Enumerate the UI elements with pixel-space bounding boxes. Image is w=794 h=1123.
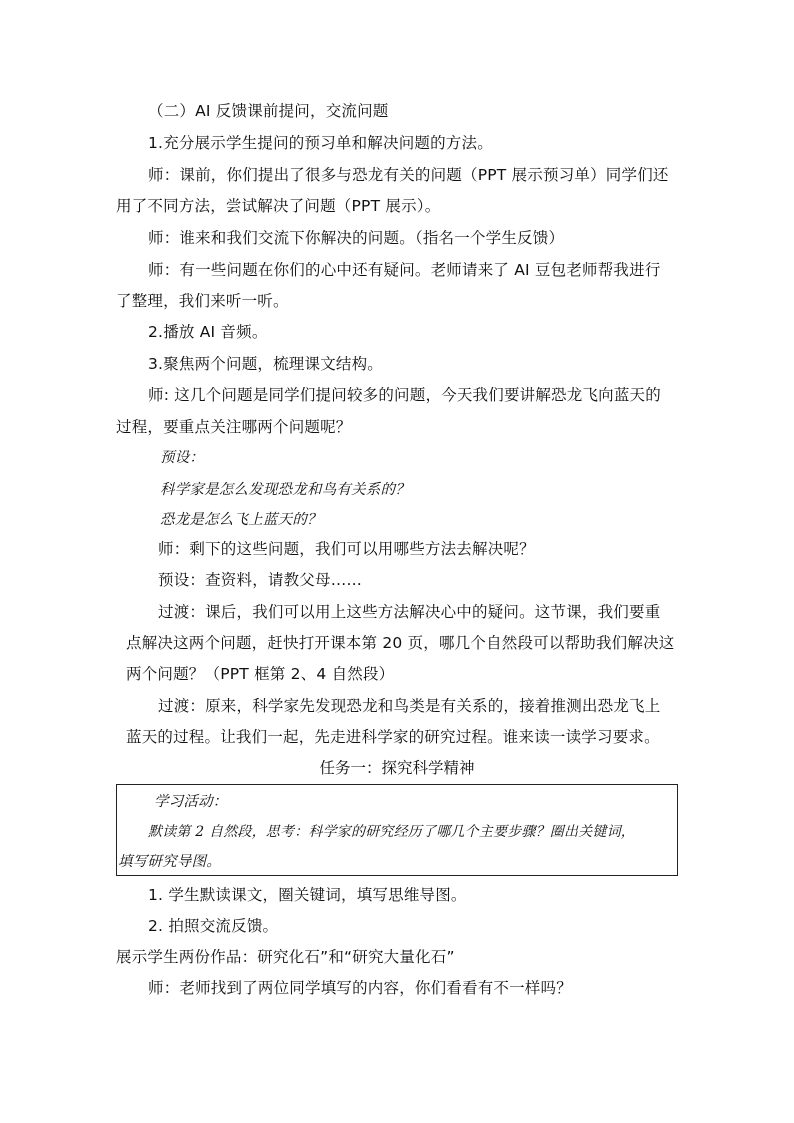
paragraph-1-line-1: 师：课前，你们提出了很多与恐龙有关的问题（PPT 展示预习单）同学们还 <box>148 166 669 184</box>
step-2: 2.播放 AI 音频。 <box>148 323 268 341</box>
paragraph-8-line-2: 蓝天的过程。让我们一起，先走进科学家的研究过程。谁来读一读学习要求。 <box>126 728 660 746</box>
after-item-2: 2. 拍照交流反馈。 <box>148 917 279 935</box>
section-heading: （二）AI 反馈课前提问，交流问题 <box>148 102 389 120</box>
paragraph-4-line-1: 师: 这几个问题是同学们提问较多的问题，今天我们要讲解恐龙飞向蓝天的 <box>148 386 661 404</box>
paragraph-4-line-2: 过程，要重点关注哪两个问题呢？ <box>116 418 352 436</box>
step-1: 1.充分展示学生提问的预习单和解决问题的方法。 <box>148 134 493 152</box>
activity-line-2: 填写研究导图。 <box>118 854 221 870</box>
paragraph-7-line-3: 两个问题？（PPT 框第 2、4 自然段） <box>126 665 395 683</box>
paragraph-8-line-1: 过渡：原来，科学家先发现恐龙和鸟类是有关系的，接着推测出恐龙飞上 <box>158 697 661 715</box>
paragraph-1-line-2: 用了不同方法，尝试解决了问题（PPT 展示）。 <box>116 197 441 215</box>
step-3: 3.聚焦两个问题，梳理课文结构。 <box>148 355 383 373</box>
preset-question-2: 恐龙是怎么飞上蓝天的？ <box>160 512 322 528</box>
preset-label: 预设： <box>160 450 205 466</box>
paragraph-6: 预设：查资料，请教父母…… <box>158 571 363 589</box>
paragraph-5: 师：剩下的这些问题，我们可以用哪些方法去解决呢？ <box>158 540 535 558</box>
paragraph-7-line-2: 点解决这两个问题，赶快打开课本第 20 页，哪几个自然段可以帮助我们解决这 <box>126 634 675 652</box>
preset-question-1: 科学家是怎么发现恐龙和鸟有关系的？ <box>160 482 410 498</box>
paragraph-2: 师：谁来和我们交流下你解决的问题。（指名一个学生反馈） <box>148 229 565 247</box>
activity-label: 学习活动： <box>154 794 228 810</box>
paragraph-3-line-2: 了整理，我们来听一听。 <box>116 292 289 310</box>
paragraph-3-line-1: 师：有一些问题在你们的心中还有疑问。老师请来了 AI 豆包老师帮我进行 <box>148 261 661 279</box>
paragraph-10: 师：老师找到了两位同学填写的内容，你们看看有不一样吗？ <box>148 979 572 997</box>
after-item-1: 1. 学生默读课文，圈关键词，填写思维导图。 <box>148 886 467 904</box>
task-title: 任务一：探究科学精神 <box>319 759 475 777</box>
paragraph-9: 展示学生两份作品：研究化石”和“研究大量化石” <box>116 948 455 966</box>
paragraph-7-line-1: 过渡：课后，我们可以用上这些方法解决心中的疑问。这节课，我们要重 <box>158 603 661 621</box>
activity-line-1: 默读第 2 自然段，思考：科学家的研究经历了哪几个主要步骤？圈出关键词， <box>148 824 636 840</box>
